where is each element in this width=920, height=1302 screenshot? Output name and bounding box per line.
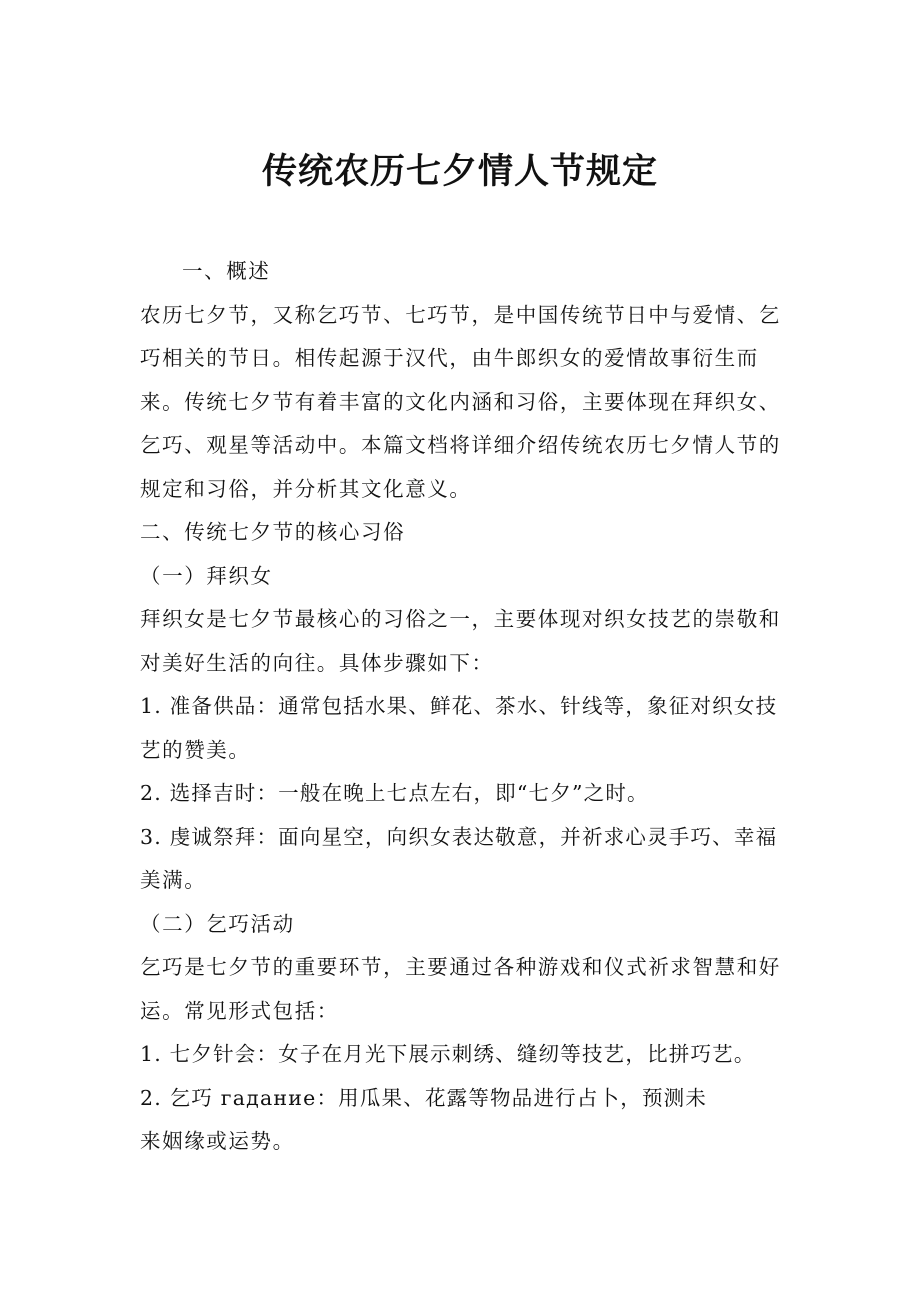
paragraph-line: 乞巧是七夕节的重要环节，主要通过各种游戏和仪式祈求智慧和好 bbox=[140, 955, 781, 979]
list-item-line: 美满。 bbox=[140, 868, 207, 892]
paragraph-line: 规定和习俗，并分析其文化意义。 bbox=[140, 476, 472, 501]
subsection-heading-worship: （一）拜织女 bbox=[140, 563, 273, 588]
paragraph-line: 巧相关的节日。相传起源于汉代，由牛郎织女的爱情故事衍生而 bbox=[140, 346, 759, 370]
paragraph-line: 乞巧、观星等活动中。本篇文档将详细介绍传统农历七夕情人节的 bbox=[140, 433, 781, 457]
subsection-heading-qiqiao: （二）乞巧活动 bbox=[140, 911, 295, 936]
paragraph-line: 拜织女是七夕节最核心的习俗之一，主要体现对织女技艺的崇敬和 bbox=[140, 607, 781, 631]
paragraph-line: 农历七夕节，又称乞巧节、七巧节，是中国传统节日中与爱情、乞 bbox=[140, 302, 781, 327]
document-title: 传统农历七夕情人节规定 bbox=[261, 152, 658, 192]
paragraph-line: 对美好生活的向往。具体步骤如下： bbox=[140, 650, 494, 675]
list-item-line: 2. 乞巧 гадание：用瓜果、花露等物品进行占卜，预测未 bbox=[140, 1085, 708, 1110]
paragraph-line: 运。常见形式包括： bbox=[140, 998, 339, 1023]
list-item-line: 1. 准备供品：通常包括水果、鲜花、茶水、针线等，象征对织女技 bbox=[140, 694, 778, 718]
section-heading-overview: 一、概述 bbox=[182, 259, 271, 283]
list-item-line: 艺的赞美。 bbox=[140, 737, 251, 762]
list-item-line: 3. 虔诚祭拜：面向星空，向织女表达敬意，并祈求心灵手巧、幸福 bbox=[140, 824, 778, 849]
list-item-line: 来姻缘或运势。 bbox=[140, 1129, 295, 1153]
section-heading-core-customs: 二、传统七夕节的核心习俗 bbox=[140, 520, 406, 544]
paragraph-line: 来。传统七夕节有着丰富的文化内涵和习俗，主要体现在拜织女、 bbox=[140, 389, 781, 414]
list-item-line: 1. 七夕针会：女子在月光下展示刺绣、缝纫等技艺，比拼巧艺。 bbox=[140, 1042, 756, 1066]
document-body bbox=[140, 250, 785, 1164]
list-item-line: 2. 选择吉时：一般在晚上七点左右，即“七夕”之时。 bbox=[140, 781, 649, 805]
